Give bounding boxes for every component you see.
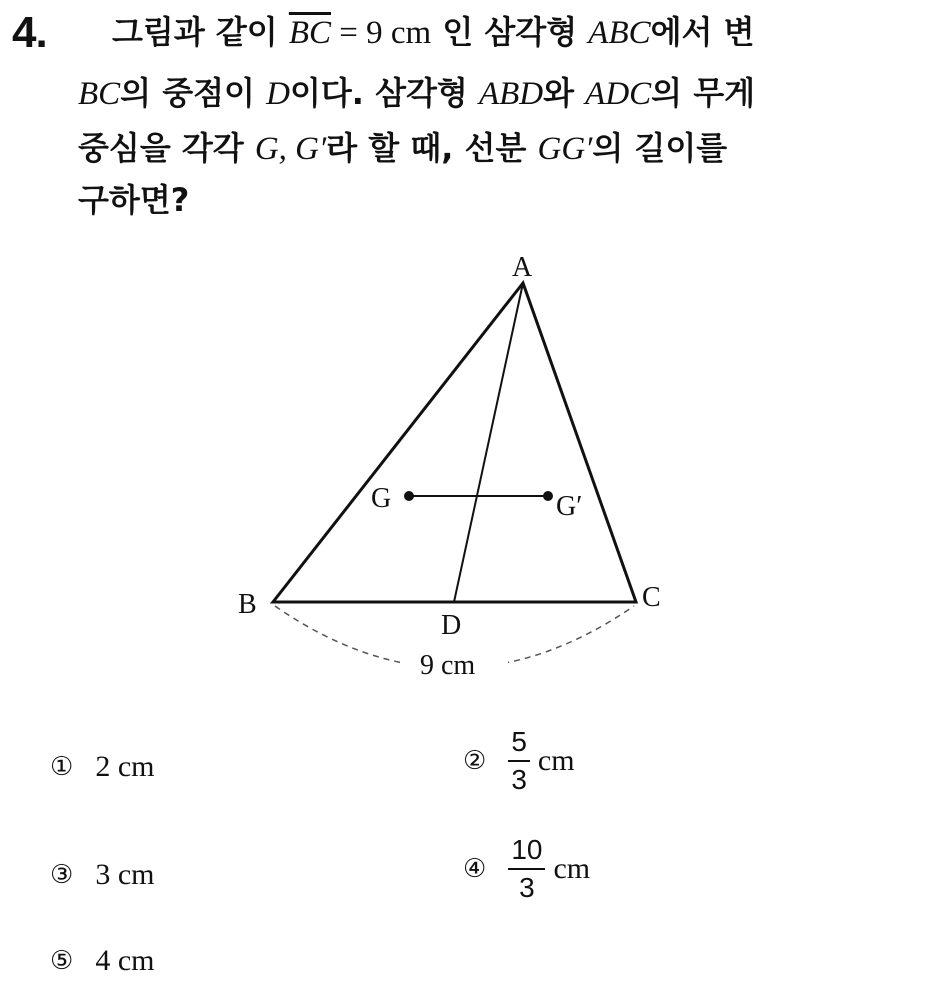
point-g-prime (543, 491, 553, 501)
label-g-prime: G′ (556, 491, 583, 522)
label-d: D (441, 610, 462, 641)
option-4-fraction: $\frac{10}{3}$ (508, 836, 545, 902)
option-5[interactable] (50, 944, 154, 978)
option-3-marker: ③ (50, 860, 74, 890)
option-4-marker: ④ (463, 854, 487, 884)
option-2-marker: ② (463, 746, 487, 776)
option-5-marker: ⑤ (50, 946, 74, 976)
option-4-unit: cm (553, 852, 591, 885)
triangle-abc: ABC (588, 15, 651, 51)
question-number: 4. (12, 8, 47, 57)
segment-bc: $\overline{BC}$ (288, 15, 332, 51)
question-line-1: 그림과 같이 $\overline{BC} = 9$ cm 인 삼각형 ABC에서 변 (112, 13, 755, 51)
base-length-label: 9 cm (420, 650, 476, 681)
median-ad (454, 283, 523, 602)
option-3[interactable] (50, 858, 154, 892)
label-g: G (371, 483, 392, 514)
option-4[interactable] (463, 836, 590, 902)
label-a: A (512, 252, 533, 283)
option-2[interactable] (463, 728, 575, 794)
label-b: B (238, 589, 257, 620)
label-c: C (642, 582, 661, 613)
option-1-marker: ① (50, 752, 74, 782)
option-2-unit: cm (537, 744, 575, 777)
option-2-fraction: $\frac{5}{3}$ (508, 728, 530, 794)
option-5-value: 4 cm (95, 944, 155, 977)
option-1[interactable] (50, 750, 154, 784)
point-g (404, 491, 414, 501)
option-1-value: 2 cm (95, 750, 155, 783)
question-line-3: 중심을 각각 G, G′라 할 때, 선분 GG′의 길이를 (78, 129, 728, 167)
question-line-2: BC의 중점이 D이다. 삼각형 ABD와 ADC의 무게 (78, 74, 756, 112)
triangle-abc-shape (273, 283, 636, 602)
question-line-4: 구하면? (78, 181, 190, 219)
option-3-value: 3 cm (95, 858, 155, 891)
